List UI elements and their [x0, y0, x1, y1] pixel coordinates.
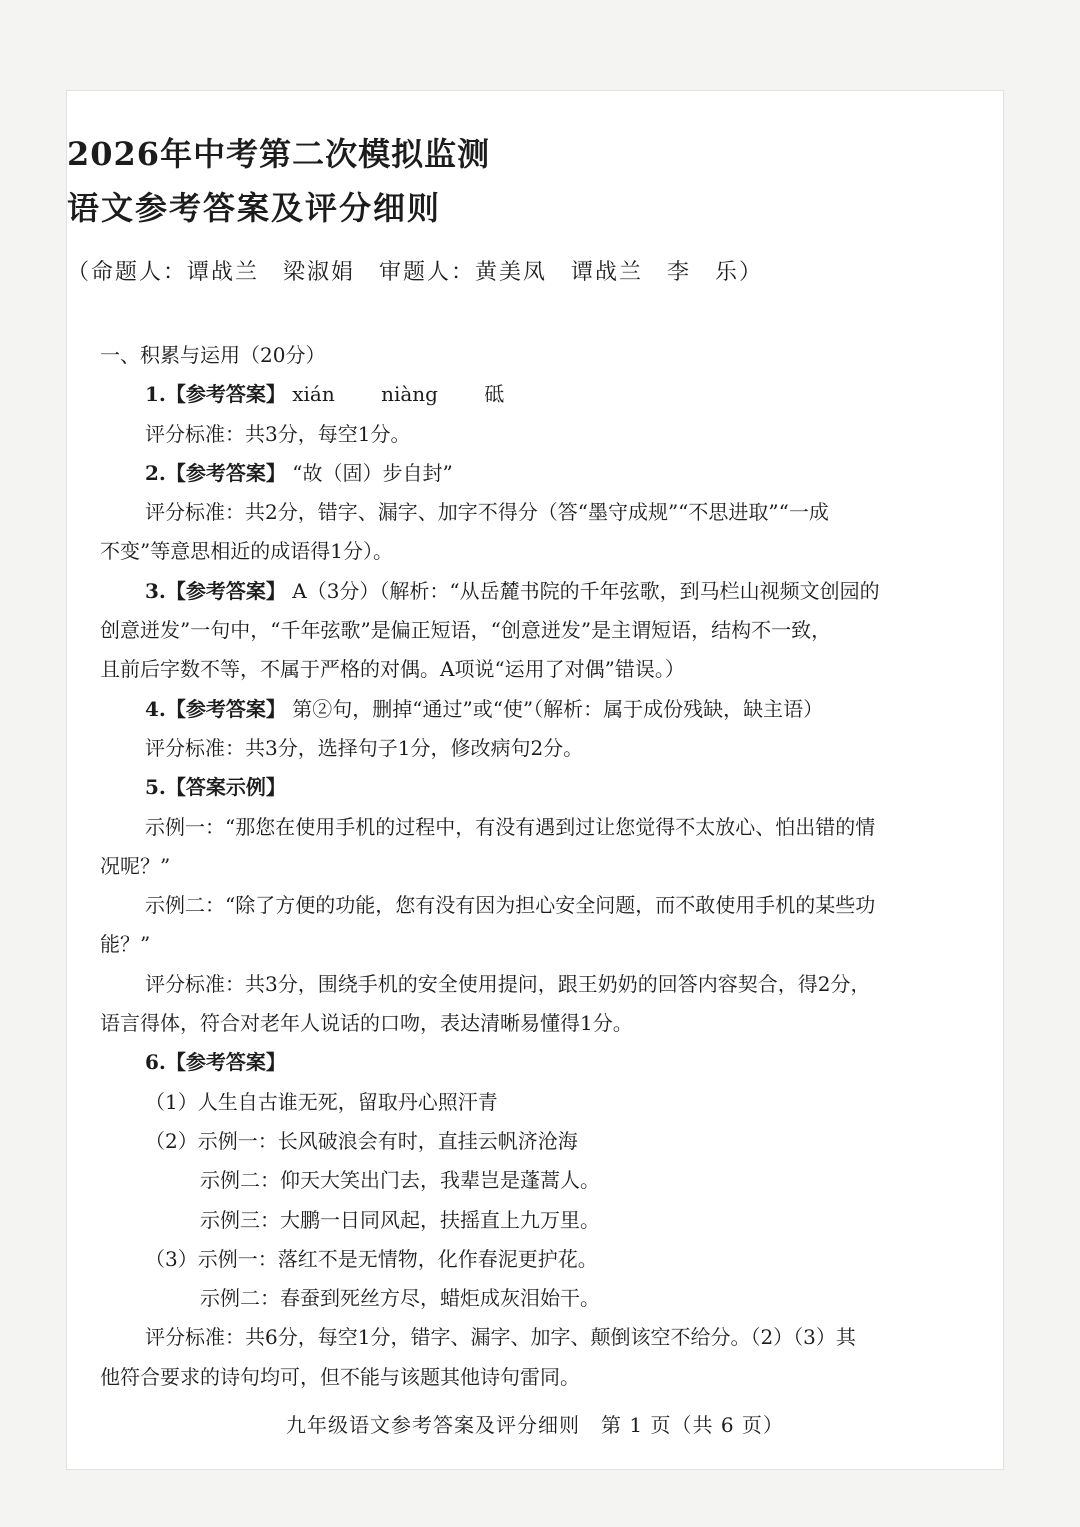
- authors-line: （命题人：谭战兰 梁淑娟 审题人：黄美凤 谭战兰 李 乐）: [67, 260, 764, 285]
- answer-content: [100, 336, 976, 1397]
- q3-answer: [100, 572, 976, 611]
- q6-label: 6.【参考答案】: [145, 1050, 286, 1075]
- q2-scoring-line1: 评分标准：共2分，错字、漏字、加字不得分（答“墨守成规”“不思进取”“一成: [145, 500, 829, 525]
- page-footer: 九年级语文参考答案及评分细则 第 1 页（共 6 页）: [286, 1413, 784, 1437]
- q1-answer-a: xián: [292, 382, 335, 407]
- q5-example1-line2: 况呢？”: [100, 853, 171, 878]
- q4-answer-text: 第②句，删掉“通过”或“使”（解析：属于成份残缺，缺主语）: [292, 696, 824, 721]
- q6-answer3-example2: 示例二：春蚕到死丝方尽，蜡炬成灰泪始干。: [200, 1286, 600, 1311]
- q2-scoring-line2: 不变”等意思相近的成语得1分）。: [100, 539, 393, 564]
- q1-answer-b: niàng: [381, 382, 438, 407]
- q5-label: 5.【答案示例】: [145, 775, 286, 800]
- q4-scoring: 评分标准：共3分，选择句子1分，修改病句2分。: [145, 735, 584, 760]
- q1-scoring: 评分标准：共3分，每空1分。: [145, 421, 411, 446]
- q6-scoring-line2: 他符合要求的诗句均可，但不能与该题其他诗句雷同。: [100, 1364, 580, 1389]
- q6-scoring-line1: 评分标准：共6分，每空1分，错字、漏字、加字、颠倒该空不给分。（2）（3）其: [145, 1325, 856, 1350]
- q1-answer-c: 砥: [484, 382, 505, 407]
- q2-answer-text: “故（固）步自封”: [292, 460, 453, 485]
- q5-example2-line1: 示例二：“除了方便的功能，您有没有因为担心安全问题，而不敢使用手机的某些功: [145, 893, 876, 918]
- q3-answer-line2: 创意迸发”一句中，“千年弦歌”是偏正短语，“创意迸发”是主谓短语，结构不一致，: [100, 618, 832, 643]
- document-title: 2026年中考第二次模拟监测: [67, 135, 491, 173]
- q4-answer: [100, 690, 976, 729]
- q1-label: 1.【参考答案】: [145, 382, 286, 407]
- q5-scoring-line1: 评分标准：共3分，围绕手机的安全使用提问，跟王奶奶的回答内容契合，得2分，: [145, 971, 871, 996]
- section-heading: 一、积累与运用（20分）: [100, 343, 326, 367]
- q3-answer-line3: 且前后字数不等，不属于严格的对偶。A项说“运用了对偶”错误。）: [100, 657, 685, 682]
- q5-scoring-line2: 语言得体，符合对老年人说话的口吻，表达清晰易懂得1分。: [100, 1011, 633, 1036]
- q5-example1-line1: 示例一：“那您在使用手机的过程中，有没有遇到过让您觉得不太放心、怕出错的情: [145, 814, 876, 839]
- document-subtitle: 语文参考答案及评分细则: [67, 189, 442, 227]
- q1-answer: [100, 375, 976, 414]
- q5-example2-line2: 能？”: [100, 932, 151, 957]
- q3-label: 3.【参考答案】: [145, 578, 286, 603]
- q6-answer2-example3: 示例三：大鹏一日同风起，扶摇直上九万里。: [200, 1207, 600, 1232]
- q2-label: 2.【参考答案】: [145, 460, 286, 485]
- answer-sheet-page: [66, 90, 1004, 1470]
- q6-answer3-example1: （3）示例一：落红不是无情物，化作春泥更护花。: [145, 1246, 598, 1271]
- q6-answer1: （1）人生自古谁无死，留取丹心照汗青: [145, 1089, 498, 1114]
- q2-answer: [100, 454, 976, 493]
- q3-answer-line1: A（3分）（解析：“从岳麓书院的千年弦歌，到马栏山视频文创园的: [292, 578, 880, 603]
- q6-answer2-example2: 示例二：仰天大笑出门去，我辈岂是蓬蒿人。: [200, 1168, 600, 1193]
- q4-label: 4.【参考答案】: [145, 696, 286, 721]
- q6-answer2-example1: （2）示例一：长风破浪会有时，直挂云帆济沧海: [145, 1128, 578, 1153]
